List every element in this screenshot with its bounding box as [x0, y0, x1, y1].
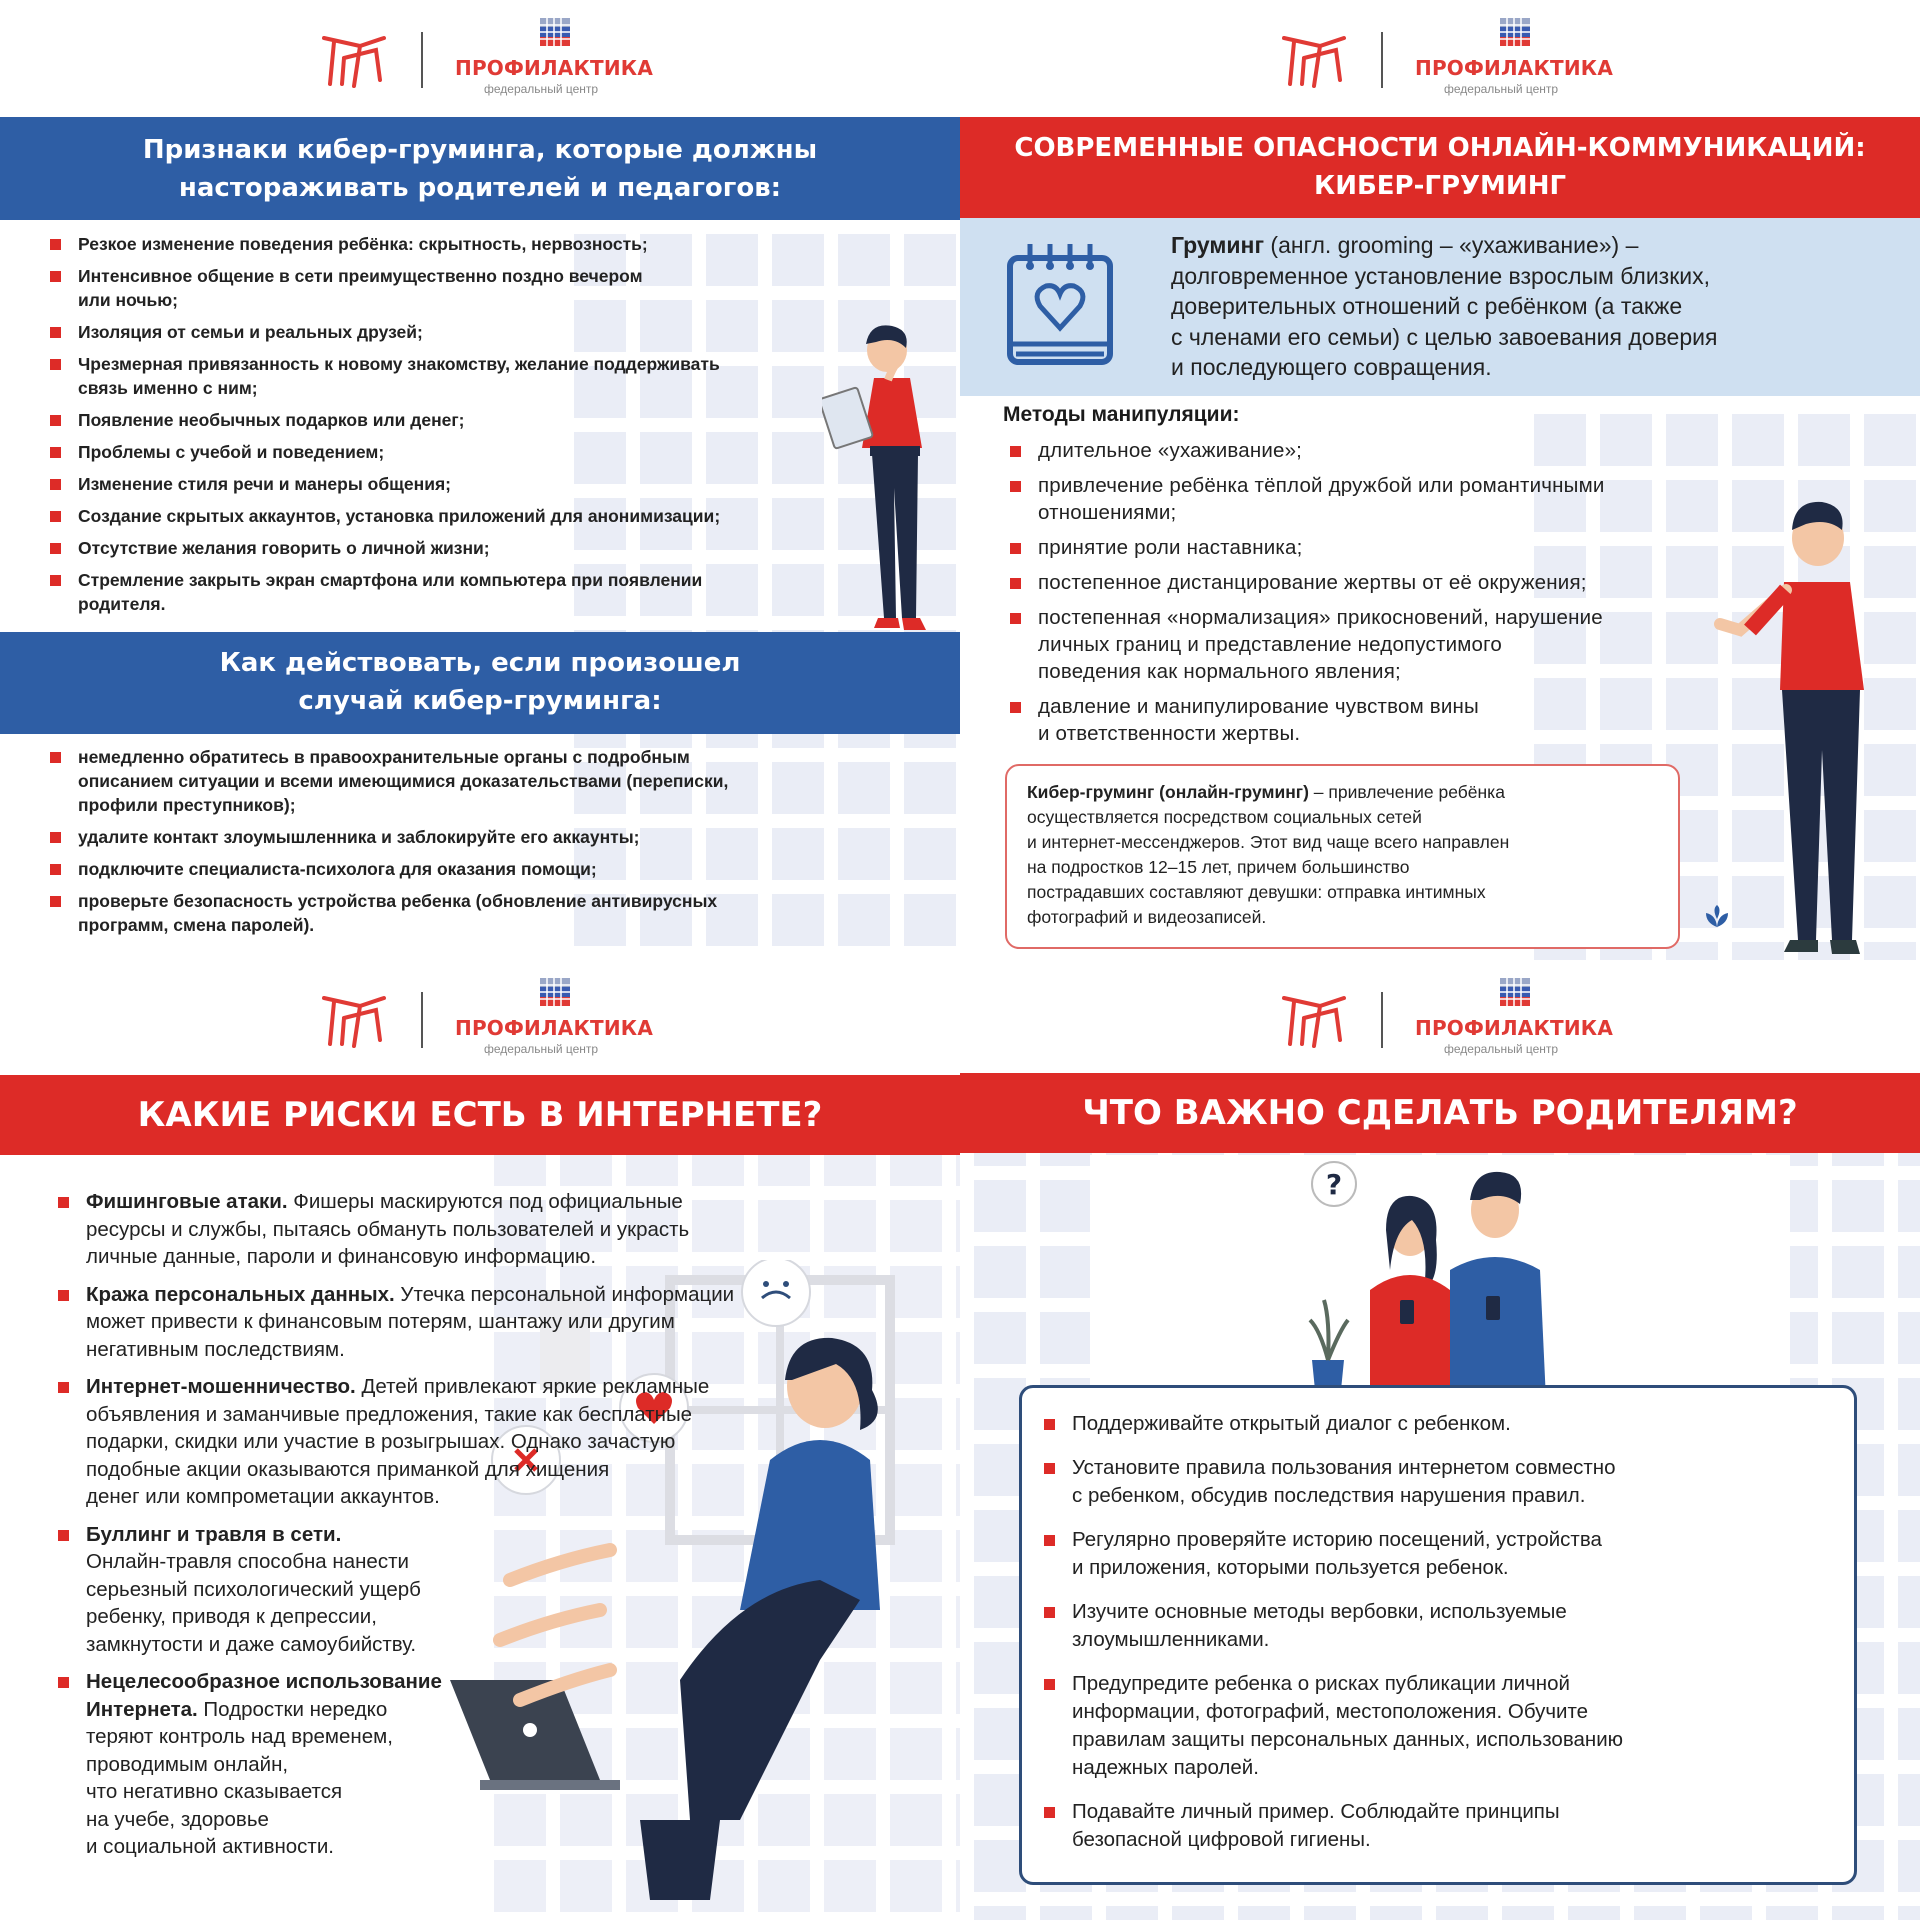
item-text: информации, фотографий, местоположения. Обучите [1072, 1700, 1589, 1723]
box-term: Кибер-груминг (онлайн-груминг) [1027, 782, 1309, 802]
list-item [50, 408, 890, 432]
logo-subtitle: федеральный центр [484, 1042, 599, 1056]
list-item [1044, 1598, 1834, 1654]
item-text: Установите правила пользования интернетом совместно [1072, 1456, 1616, 1479]
section-title-dangers [960, 117, 1920, 218]
question-mark-icon: ? [1325, 1168, 1343, 1201]
list-item [1010, 604, 1650, 685]
item-text: теряют контроль над временем, [86, 1725, 393, 1748]
item-text: описанием ситуации и всеми имеющимися доказательствами (переписки, [78, 771, 729, 791]
definition-text: с членами его семьи) с целью завоевания доверия [1171, 323, 1718, 350]
panel-internet-risks [0, 960, 960, 1920]
item-heading: Нецелесообразное использование [86, 1670, 442, 1693]
item-text: Изоляция от семьи и реальных друзей; [78, 322, 423, 342]
item-text: поведения как нормального явления; [1038, 660, 1401, 683]
item-text: Интенсивное общение в сети преимущественно поздно вечером [78, 266, 643, 286]
list-item [1010, 534, 1650, 561]
plant-icon [1702, 905, 1732, 941]
list-item [50, 352, 890, 400]
panel-online-dangers [960, 0, 1920, 960]
logo-header [960, 978, 1920, 1068]
item-text: постепенная «нормализация» прикосновений, нарушение [1038, 606, 1603, 629]
item-text: родителя. [78, 594, 166, 614]
item-text: проводимым онлайн, [86, 1752, 289, 1776]
item-text: на учебе, здоровье [86, 1807, 269, 1831]
item-text: давление и манипулирование чувством вины [1038, 695, 1479, 718]
list-item [50, 889, 910, 937]
item-heading: Кража персональных данных. [86, 1282, 395, 1306]
item-text: Чрезмерная привязанность к новому знакомству, желание поддерживать [78, 354, 720, 374]
item-text: Резкое изменение поведения ребёнка: скрытность, нервозность; [78, 234, 648, 254]
list-item [50, 857, 910, 881]
item-text: Утечка персональной информации [394, 1282, 735, 1306]
item-text: проверьте безопасность устройства ребенка (обновление антивирусных [78, 891, 718, 911]
list-item [1010, 472, 1650, 526]
list-item [1044, 1410, 1834, 1438]
logo-name: ПРОФИЛАКТИКА [455, 56, 654, 80]
item-text: привлечение ребёнка тёплой дружбой или романтичными [1038, 474, 1605, 497]
list-item [1044, 1670, 1834, 1782]
panel-parents-tips [960, 960, 1920, 1920]
list-item [50, 745, 910, 817]
logo-name: ПРОФИЛАКТИКА [1415, 1016, 1614, 1040]
definition-text: доверительных отношений с ребёнком (а также [1171, 293, 1683, 319]
definition-text: (англ. grooming – «ухаживание») – [1264, 232, 1639, 258]
item-text: подарки, скидки или участие в розыгрышах. Однако зачастую [86, 1430, 676, 1453]
list-item [50, 825, 910, 849]
item-heading: Интернет-мошенничество. [86, 1375, 356, 1398]
item-text: может привести к финансовым потерям, шантажу или другим [86, 1310, 675, 1333]
logo-separator [1381, 32, 1383, 88]
item-text: программ, смена паролей). [78, 915, 315, 935]
item-text: отношениями; [1038, 501, 1177, 524]
item-text: надежных паролей. [1072, 1756, 1259, 1779]
definition-panel [960, 218, 1920, 396]
list-item [58, 1188, 898, 1271]
cyber-grooming-box [1005, 764, 1680, 949]
tips-list [1044, 1410, 1834, 1870]
item-text: объявления и заманчивые предложения, такие как бесплатные [86, 1402, 693, 1426]
logo-separator [421, 32, 423, 88]
thinking-man-illustration [822, 318, 952, 640]
calendar-heart-icon [1004, 240, 1116, 370]
list-item [1010, 693, 1650, 747]
item-text: ресурсы и службы, пытаясь обмануть пользователей и украсть [86, 1217, 690, 1241]
logo-separator [1381, 992, 1383, 1048]
box-text: на подростков 12–15 лет, причем большинство [1027, 857, 1410, 877]
item-text: Подавайте личный пример. Соблюдайте принципы [1072, 1800, 1560, 1823]
logo-subtitle: федеральный центр [1444, 1042, 1559, 1056]
item-text: подключите специалиста-психолога для оказания помощи; [78, 859, 597, 879]
item-text: и приложения, которыми пользуется ребенок. [1072, 1556, 1509, 1579]
flag-grid-icon [540, 978, 570, 1006]
item-heading: Буллинг и травля в сети. [86, 1522, 342, 1546]
chair-logo-icon [320, 988, 392, 1050]
section-title-risks: КАКИЕ РИСКИ ЕСТЬ В ИНТЕРНЕТЕ? [0, 1075, 960, 1155]
item-text: Появление необычных подарков или денег; [78, 410, 465, 430]
title-line: СОВРЕМЕННЫЕ ОПАСНОСТИ ОНЛАЙН-КОММУНИКАЦИЙ: [1014, 133, 1866, 163]
item-text: безопасной цифровой гигиены. [1072, 1828, 1371, 1851]
list-item [50, 536, 890, 560]
item-text: Предупредите ребенка о рисках публикации личной [1072, 1672, 1570, 1695]
section-title-parents: ЧТО ВАЖНО СДЕЛАТЬ РОДИТЕЛЯМ? [960, 1073, 1920, 1153]
item-text: денег или компрометации аккаунтов. [86, 1485, 440, 1508]
chair-logo-icon [320, 28, 392, 90]
item-text: Изменение стиля речи и манеры общения; [78, 474, 451, 494]
item-text: Онлайн-травля способна нанести [86, 1550, 409, 1573]
parents-tips-box [1019, 1385, 1857, 1885]
box-text: – привлечение ребёнка [1308, 782, 1505, 802]
chair-logo-icon [1280, 28, 1352, 90]
box-text: осуществляется посредством социальных сетей [1027, 807, 1422, 827]
item-text: ребенку, приводя к депрессии, [86, 1605, 377, 1628]
list-item [1044, 1526, 1834, 1582]
item-text: личных границ и представление недопустимого [1038, 633, 1502, 656]
item-text: или ночью; [78, 290, 179, 310]
list-item [50, 232, 890, 256]
definition-term: Груминг [1171, 232, 1265, 258]
section-title-signs [0, 117, 960, 220]
title-line: Признаки кибер-груминга, которые должны [142, 135, 818, 165]
section-title-actions [0, 632, 960, 734]
risks-list [58, 1188, 898, 1871]
definition-text: долговременное установление взрослым близких, [1171, 262, 1711, 289]
list-item [50, 568, 890, 616]
logo-name: ПРОФИЛАКТИКА [455, 1016, 654, 1040]
actions-list [50, 745, 910, 945]
logo-header [0, 978, 960, 1068]
item-text: Регулярно проверяйте историю посещений, устройства [1072, 1528, 1602, 1551]
parents-with-phones-illustration [1290, 1160, 1610, 1400]
chair-logo-icon [1280, 988, 1352, 1050]
logo-subtitle: федеральный центр [484, 82, 599, 96]
item-text: профили преступников); [78, 795, 296, 815]
item-text: Стремление закрыть экран смартфона или компьютера при появлении [78, 570, 703, 590]
list-item [50, 440, 890, 464]
logo-name: ПРОФИЛАКТИКА [1415, 56, 1614, 80]
item-heading-continued: Интернета. [86, 1697, 198, 1721]
item-text: злоумышленниками. [1072, 1628, 1270, 1651]
box-text: пострадавших составляют девушки: отправка интимных [1027, 882, 1486, 902]
title-line: случай кибер-груминга: [298, 686, 662, 716]
logo-subtitle: федеральный центр [1444, 82, 1559, 96]
list-item [1010, 569, 1650, 596]
item-text: что негативно сказывается [86, 1780, 343, 1803]
panel-grooming-signs [0, 0, 960, 960]
item-text: серьезный психологический ущерб [86, 1577, 421, 1601]
title-line: настораживать родителей и педагогов: [178, 173, 782, 203]
item-text: подобные акции оказываются приманкой для хищения [86, 1457, 610, 1481]
item-text: Поддерживайте открытый диалог с ребенком. [1072, 1412, 1511, 1435]
list-item [50, 264, 890, 312]
box-text: фотографий и видеозаписей. [1027, 907, 1267, 927]
item-text: Проблемы с учебой и поведением; [78, 442, 385, 462]
item-text: принятие роли наставника; [1038, 536, 1303, 559]
list-item [50, 504, 890, 528]
list-item [50, 320, 890, 344]
item-text: Изучите основные методы вербовки, используемые [1072, 1600, 1567, 1623]
methods-title: Методы манипуляции: [1003, 403, 1240, 426]
list-item [1044, 1454, 1834, 1510]
flag-grid-icon [540, 18, 570, 46]
title-line: КИБЕР-ГРУМИНГ [1313, 171, 1567, 201]
item-text: замкнутости и даже самоубийству. [86, 1632, 417, 1656]
definition-text: и последующего совращения. [1171, 354, 1492, 380]
list-item [1010, 437, 1650, 464]
item-text: и ответственности жертвы. [1038, 722, 1301, 745]
logo-separator [421, 992, 423, 1048]
flag-grid-icon [1500, 18, 1530, 46]
list-item [1044, 1798, 1834, 1854]
list-item [58, 1521, 898, 1659]
list-item [58, 1668, 898, 1861]
item-text: удалите контакт злоумышленника и заблокируйте его аккаунты; [78, 827, 640, 847]
item-text: и социальной активности. [86, 1835, 334, 1858]
item-text: связь именно с ним; [78, 378, 258, 398]
item-text: Подростки нередко [197, 1697, 388, 1721]
item-text: Создание скрытых аккаунтов, установка приложений для анонимизации; [78, 506, 721, 526]
list-item [50, 472, 890, 496]
box-text: и интернет-мессенджеров. Этот вид чаще всего направлен [1027, 832, 1510, 852]
list-item [58, 1281, 898, 1364]
item-text: Фишеры маскируются под официальные [287, 1190, 683, 1213]
signs-list [50, 232, 890, 624]
item-text: постепенное дистанцирование жертвы от её окружения; [1038, 571, 1587, 594]
flag-grid-icon [1500, 978, 1530, 1006]
methods-list [1010, 437, 1650, 755]
item-text: негативным последствиям. [86, 1337, 345, 1361]
grooming-definition [1171, 230, 1901, 383]
item-text: Отсутствие желания говорить о личной жизни; [78, 538, 490, 558]
item-text: немедленно обратитесь в правоохранительные органы с подробным [78, 747, 690, 767]
item-heading: Фишинговые атаки. [86, 1190, 288, 1213]
list-item [58, 1373, 898, 1511]
logo-header [960, 18, 1920, 108]
man-explaining-illustration [1700, 490, 1900, 960]
title-line: Как действовать, если произошел [219, 648, 741, 678]
item-text: личные данные, пароли и финансовую информацию. [86, 1245, 597, 1268]
item-text: длительное «ухаживание»; [1038, 439, 1303, 462]
item-text: с ребенком, обсудив последствия нарушения правил. [1072, 1484, 1586, 1507]
logo-header [0, 18, 960, 108]
item-text: правилам защиты персональных данных, использованию [1072, 1728, 1624, 1751]
item-text: Детей привлекают яркие рекламные [355, 1375, 710, 1398]
